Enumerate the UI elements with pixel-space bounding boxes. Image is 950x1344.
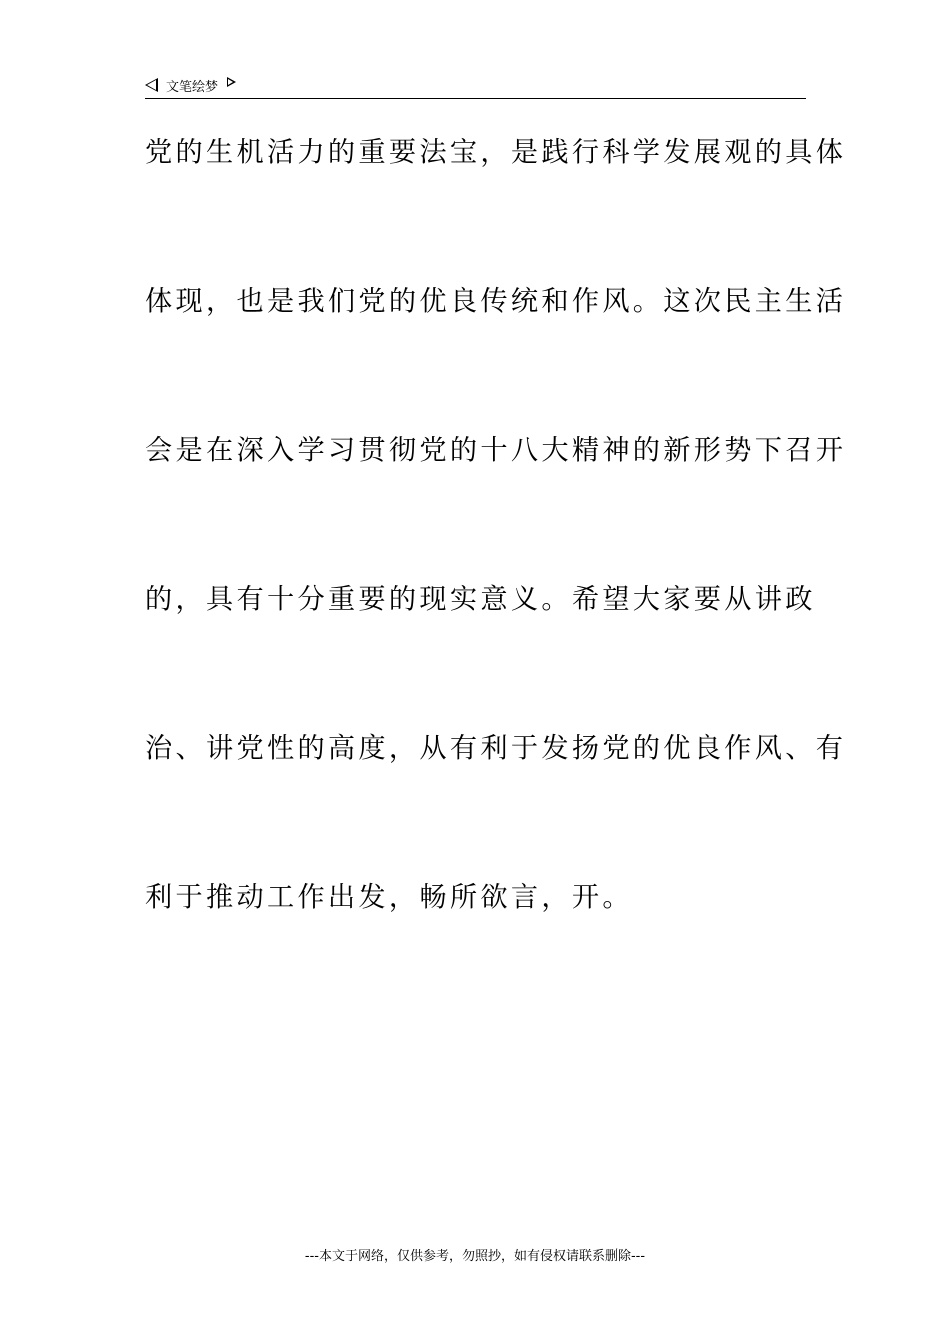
header-brand-text: 文笔绘梦: [166, 79, 219, 95]
page-header: [145, 74, 806, 99]
body-line: 党的生机活力的重要法宝，是践行科学发展观的具体: [145, 137, 847, 168]
document-body: [145, 126, 847, 1020]
body-line: 利于推动工作出发，畅所欲言，开。: [145, 882, 633, 913]
body-line: 体现，也是我们党的优良传统和作风。这次民主生活: [145, 286, 847, 317]
header-brand: [145, 74, 236, 96]
page-footer: ---本文于网络，仅供参考，勿照抄，如有侵权请联系删除---: [304, 1249, 646, 1264]
body-line: 治、讲党性的高度，从有利于发扬党的优良作风、有: [145, 733, 847, 764]
body-line: 的，具有十分重要的现实意义。希望大家要从讲政: [145, 584, 816, 615]
triangle-right-icon: [227, 77, 236, 87]
triangle-left-icon: [145, 78, 158, 92]
body-line: 会是在深入学习贯彻党的十八大精神的新形势下召开: [145, 435, 847, 466]
